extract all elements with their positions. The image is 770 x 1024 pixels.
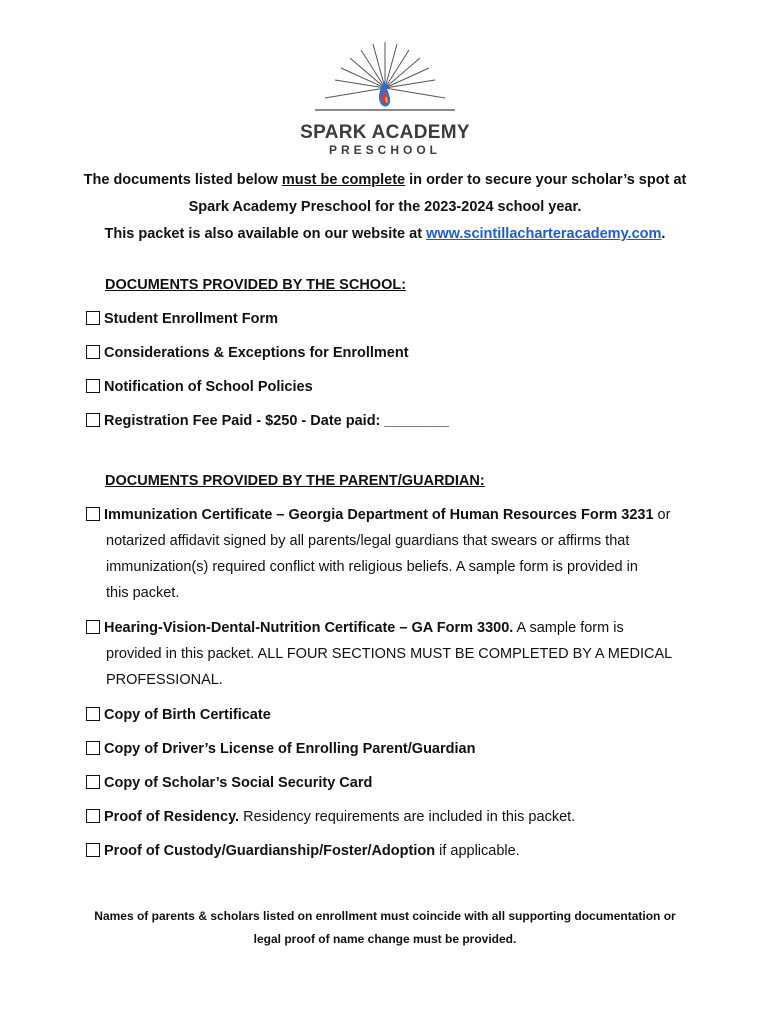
intro-line-1: The documents listed below must be complete in order to secure your scholar’s spot at — [83, 172, 687, 188]
checklist-item-considerations: Considerations & Exceptions for Enrollment — [86, 340, 716, 366]
checklist-item-birth-certificate: Copy of Birth Certificate — [86, 702, 716, 728]
checkbox[interactable] — [86, 775, 100, 789]
checkbox[interactable] — [86, 741, 100, 755]
school-section-title: DOCUMENTS PROVIDED BY THE SCHOOL: — [105, 277, 407, 293]
checklist-item-immunization: Immunization Certificate – Georgia Department of Human Resources Form 3231 or notarized affidavit signed by all parents/legal guardians that swears or affirms that immunization(s) required conflict with religious beliefs. A sample form is provided in this packet. — [86, 502, 716, 606]
checklist-item-social-security: Copy of Scholar’s Social Security Card — [86, 770, 716, 796]
checkbox[interactable] — [86, 809, 100, 823]
website-link[interactable]: www.scintillacharteracademy.com — [426, 226, 662, 242]
footer-note-line-1: Names of parents & scholars listed on enrollment must coincide with all supporting documentation or — [94, 909, 676, 923]
checkbox[interactable] — [86, 707, 100, 721]
emphasis-must-be-complete: must be complete — [281, 172, 406, 188]
intro-line-2: Spark Academy Preschool for the 2023-2024 school year. — [188, 199, 582, 215]
checkbox[interactable] — [86, 620, 100, 634]
checklist-item-drivers-license: Copy of Driver’s License of Enrolling Parent/Guardian — [86, 736, 716, 762]
checklist-item-policies: Notification of School Policies — [86, 374, 716, 400]
checkbox[interactable] — [86, 413, 100, 427]
checklist-item-hearing-vision: Hearing-Vision-Dental-Nutrition Certificate – GA Form 3300. A sample form is provided in this packet. ALL FOUR SECTIONS MUST BE COMPLETED BY A MEDICAL PROFESSIONAL. — [86, 615, 716, 693]
checkbox[interactable] — [86, 345, 100, 359]
checklist-item-enrollment-form: Student Enrollment Form — [86, 306, 716, 332]
brand-name: SPARK ACADEMY — [300, 122, 470, 143]
checklist-item-registration-fee: Registration Fee Paid - $250 - Date paid: ________ — [86, 408, 716, 434]
checkbox[interactable] — [86, 843, 100, 857]
brand-sub: PRESCHOOL — [328, 143, 441, 157]
footer-note-line-2: legal proof of name change must be provided. — [253, 932, 517, 946]
checkbox[interactable] — [86, 311, 100, 325]
checkbox[interactable] — [86, 379, 100, 393]
checkbox[interactable] — [86, 507, 100, 521]
checklist-item-custody: Proof of Custody/Guardianship/Foster/Adoption if applicable. — [86, 838, 716, 864]
parent-section-title: DOCUMENTS PROVIDED BY THE PARENT/GUARDIAN: — [105, 473, 485, 489]
spark-logo-icon — [295, 38, 475, 118]
checklist-item-residency: Proof of Residency. Residency requirements are included in this packet. — [86, 804, 716, 830]
intro-line-3: This packet is also available on our website at www.scintillacharteracademy.com. — [104, 226, 666, 242]
